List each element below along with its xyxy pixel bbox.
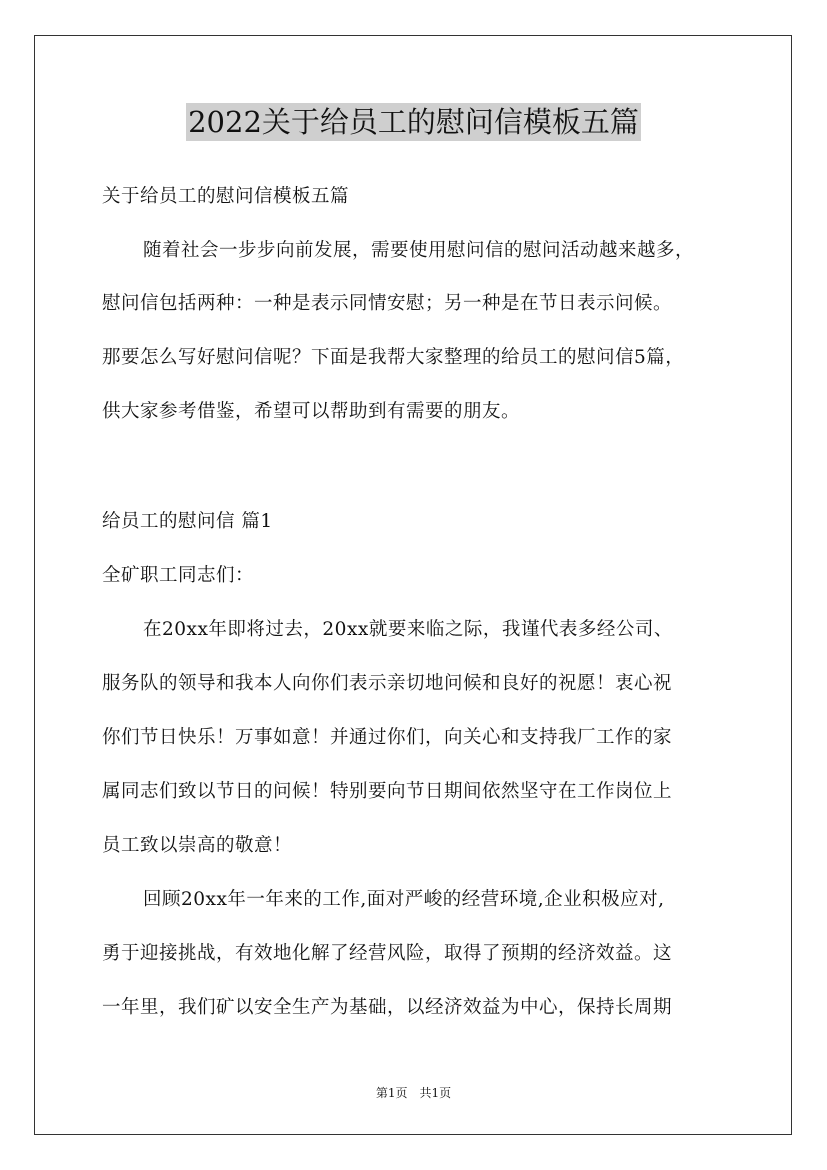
intro-line-2: 慰问信包括两种：一种是表示同情安慰；另一种是在节日表示问候。: [102, 293, 673, 314]
para1-line-3: 你们节日快乐！万事如意！并通过你们，向关心和支持我厂工作的家: [102, 727, 673, 748]
section-heading: 给员工的慰问信 篇1: [102, 511, 273, 532]
para1-line-1: 在20xx年即将过去，20xx就要来临之际，我谨代表多经公司、: [143, 619, 673, 640]
para2-line-3: 一年里，我们矿以安全生产为基础，以经济效益为中心，保持长周期: [102, 997, 673, 1018]
salutation: 全矿职工同志们：: [102, 565, 255, 586]
page-footer: [0, 1084, 827, 1101]
para2-line-2: 勇于迎接挑战，有效地化解了经营风险，取得了预期的经济效益。这: [102, 943, 673, 964]
page-number: 第1页 共1页: [375, 1086, 452, 1100]
para1-line-2: 服务队的领导和我本人向你们表示亲切地问候和良好的祝愿！衷心祝: [102, 673, 673, 694]
para1-line-4: 属同志们致以节日的问候！特别要向节日期间依然坚守在工作岗位上: [102, 781, 673, 802]
intro-line-3: 那要怎么写好慰问信呢？下面是我帮大家整理的给员工的慰问信5篇，: [102, 347, 685, 368]
subtitle: 关于给员工的慰问信模板五篇: [102, 186, 350, 207]
para1-line-5: 员工致以崇高的敬意！: [102, 835, 293, 856]
document-title-text: 2022关于给员工的慰问信模板五篇: [188, 105, 639, 139]
intro-line-1: 随着社会一步步向前发展，需要使用慰问信的慰问活动越来越多，: [143, 240, 695, 261]
document-title: [0, 100, 827, 141]
para2-line-1: 回顾20xx年一年来的工作,面对严峻的经营环境,企业积极应对,: [143, 889, 665, 910]
intro-line-4: 供大家参考借鉴，希望可以帮助到有需要的朋友。: [102, 401, 521, 422]
